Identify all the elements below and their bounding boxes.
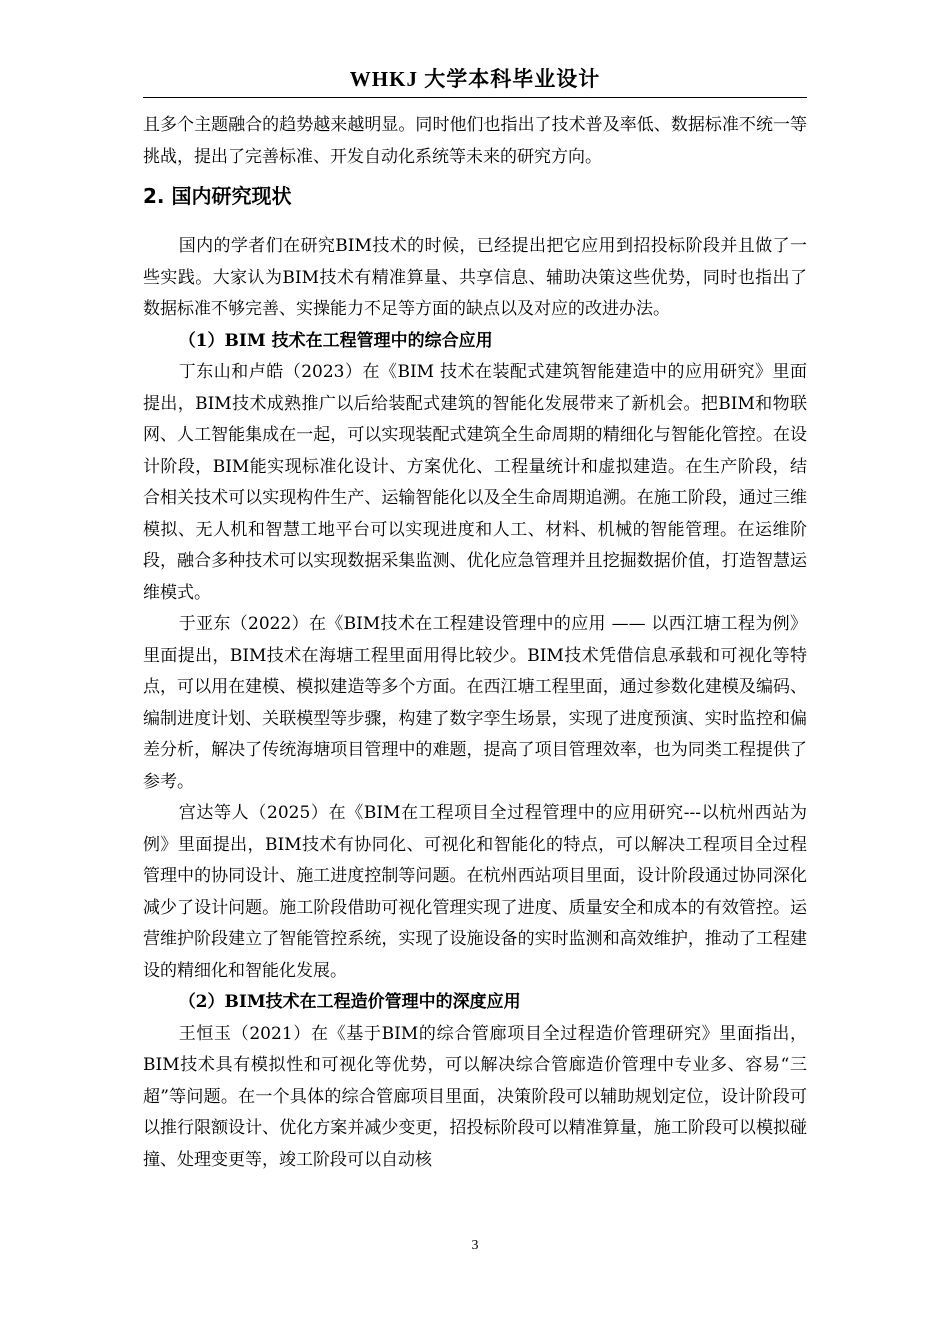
paragraph-domestic-intro: 国内的学者们在研究BIM技术的时候，已经提出把它应用到招投标阶段并且做了一些实践。大家认为BIM技术有精准算量、共享信息、辅助决策这些优势，同时也指出了数据标准不够完善、实操能力不足等方面的缺点以及对应的改进办法。 xyxy=(143,236,807,319)
section-heading-domestic: 2. 国内研究现状 xyxy=(143,184,292,208)
paragraph-gong-da: 宫达等人（2025）在《BIM在工程项目全过程管理中的应用研究---以杭州西站为例》里面提出，BIM技术有协同化、可视化和智能化的特点，可以解决工程项目全过程管理中的协同设计、施工进度控制等问题。在杭州西站项目里面，设计阶段通过协同深化减少了设计问题。施工阶段借助可视化管理实现了进度、质量安全和成本的有效管控。运营维护阶段建立了智能管控系统，实现了设施设备的实时监测和高效维护，推动了工程建设的精细化和智能化发展。 xyxy=(143,803,807,981)
subheading-engineering-management: （1）BIM 技术在工程管理中的综合应用 xyxy=(178,330,493,351)
page-number: 3 xyxy=(471,1238,479,1253)
paragraph-continuation: 且多个主题融合的趋势越来越明显。同时他们也指出了技术普及率低、数据标准不统一等挑战，提出了完善标准、开发自动化系统等未来的研究方向。 xyxy=(143,115,807,167)
header-divider xyxy=(143,97,807,98)
subheading-cost-management: （2）BIM技术在工程造价管理中的深度应用 xyxy=(178,992,521,1012)
paragraph-yu-yadong: 于亚东（2022）在《BIM技术在工程建设管理中的应用 —— 以西江塘工程为例》里面提出，BIM技术在海塘工程里面用得比较少。BIM技术凭借信息承载和可视化等特点，可以用在建模、模拟建造等多个方面。在西江塘工程里面，通过参数化建模及编码、编制进度计划、关联模型等步骤，构建了数字孪生场景，实现了进度预演、实时监控和偏差分析，解决了传统海塘项目管理中的难题，提高了项目管理效率，也为同类工程提供了参考。 xyxy=(143,614,807,792)
paragraph-ding-lu: 丁东山和卢皓（2023）在《BIM 技术在装配式建筑智能建造中的应用研究》里面提出，BIM技术成熟推广以后给装配式建筑的智能化发展带来了新机会。把BIM和物联网、人工智能集成在一起，可以实现装配式建筑全生命周期的精细化与智能化管控。在设计阶段，BIM能实现标准化设计、方案优化、工程量统计和虚拟建造。在生产阶段，结合相关技术可以实现构件生产、运输智能化以及全生命周期追溯。在施工阶段，通过三维模拟、无人机和智慧工地平台可以实现进度和人工、材料、机械的智能管理。在运维阶段，融合多种技术可以实现数据采集监测、优化应急管理并且挖掘数据价值，打造智慧运维模式。 xyxy=(143,362,807,603)
page-body xyxy=(143,110,807,1176)
page-header-title: WHKJ 大学本科毕业设计 xyxy=(349,67,601,91)
paragraph-wang-hengyu: 王恒玉（2021）在《基于BIM的综合管廊项目全过程造价管理研究》里面指出，BIM技术具有模拟性和可视化等优势，可以解决综合管廊造价管理中专业多、容易“三超”等问题。在一个具体的综合管廊项目里面，决策阶段可以辅助规划定位，设计阶段可以推行限额设计、优化方案并减少变更，招投标阶段可以精准算量，施工阶段可以模拟碰撞、处理变更等，竣工阶段可以自动核 xyxy=(143,1023,807,1170)
